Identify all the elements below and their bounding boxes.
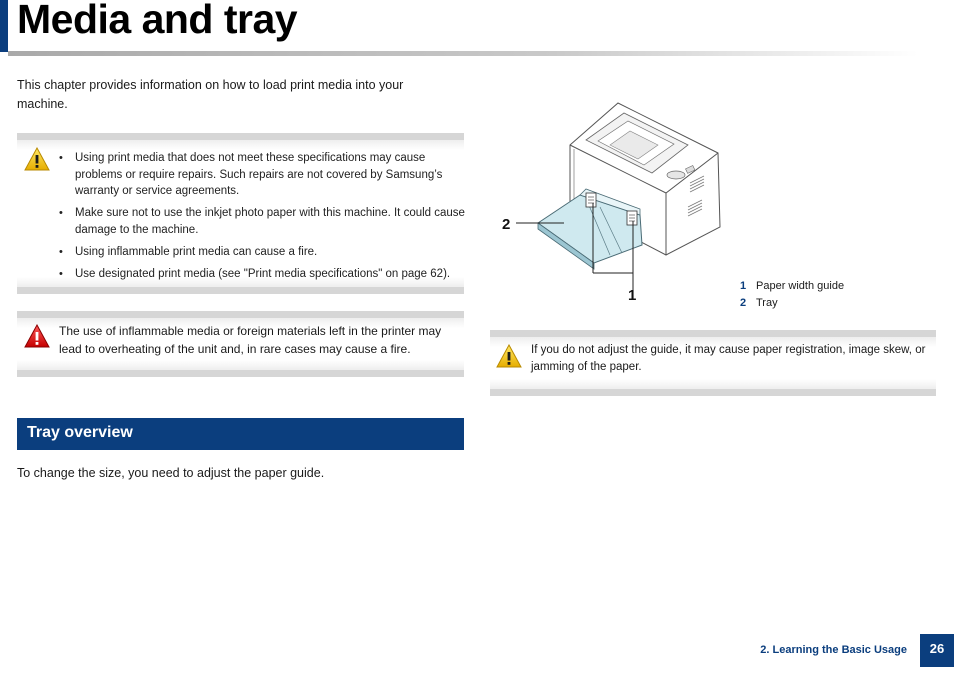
title-accent-bar <box>0 0 8 52</box>
caution-triangle-icon <box>24 147 50 171</box>
warning-box <box>17 311 464 377</box>
caution-item: • Using print media that does not meet these specifications may cause problems or require repairs. Such repairs are not covered by Samsung’s warranty or service agreements. <box>57 150 467 200</box>
title-rule <box>8 51 918 56</box>
legend-row <box>740 278 844 295</box>
footer-chapter-label: 2. Learning the Basic Usage <box>760 644 907 656</box>
legend-number: 2 <box>740 296 747 309</box>
callout-2-label: 2 <box>502 216 511 233</box>
section-body: To change the size, you need to adjust the paper guide. <box>17 466 325 480</box>
caution-item: • Using inflammable print media can cause a fire. <box>57 244 467 261</box>
legend-label: Tray <box>756 296 778 309</box>
page-number: 26 <box>920 634 954 667</box>
warning-text: The use of inflammable media or foreign materials left in the printer may lead to overheating of the unit and, in rare cases may cause a fire. <box>59 324 442 356</box>
intro-paragraph: This chapter provides information on how to load print media into your machine. <box>17 78 404 111</box>
warning-triangle-icon <box>24 324 50 348</box>
caution-triangle-icon <box>496 344 522 368</box>
page-title: Media and tray <box>17 0 298 42</box>
callout-1-label: 1 <box>628 287 637 304</box>
legend-row <box>740 295 844 312</box>
figure-legend <box>740 278 844 311</box>
caution-box <box>490 330 936 396</box>
section-header <box>17 418 464 450</box>
caution-list <box>57 150 467 288</box>
caution-box <box>17 133 464 294</box>
caution-text: If you do not adjust the guide, it may cause paper registration, image skew, or jamming of the paper. <box>531 344 926 373</box>
section-title: Tray overview <box>27 424 133 441</box>
legend-label: Paper width guide <box>756 280 845 292</box>
caution-item: • Use designated print media (see "Print media specifications" on page 62). <box>57 266 467 283</box>
printer-tray-illustration <box>490 95 730 315</box>
caution-item: • Make sure not to use the inkjet photo paper with this machine. It could cause damage to the machine. <box>57 205 467 238</box>
legend-number: 1 <box>740 280 747 292</box>
